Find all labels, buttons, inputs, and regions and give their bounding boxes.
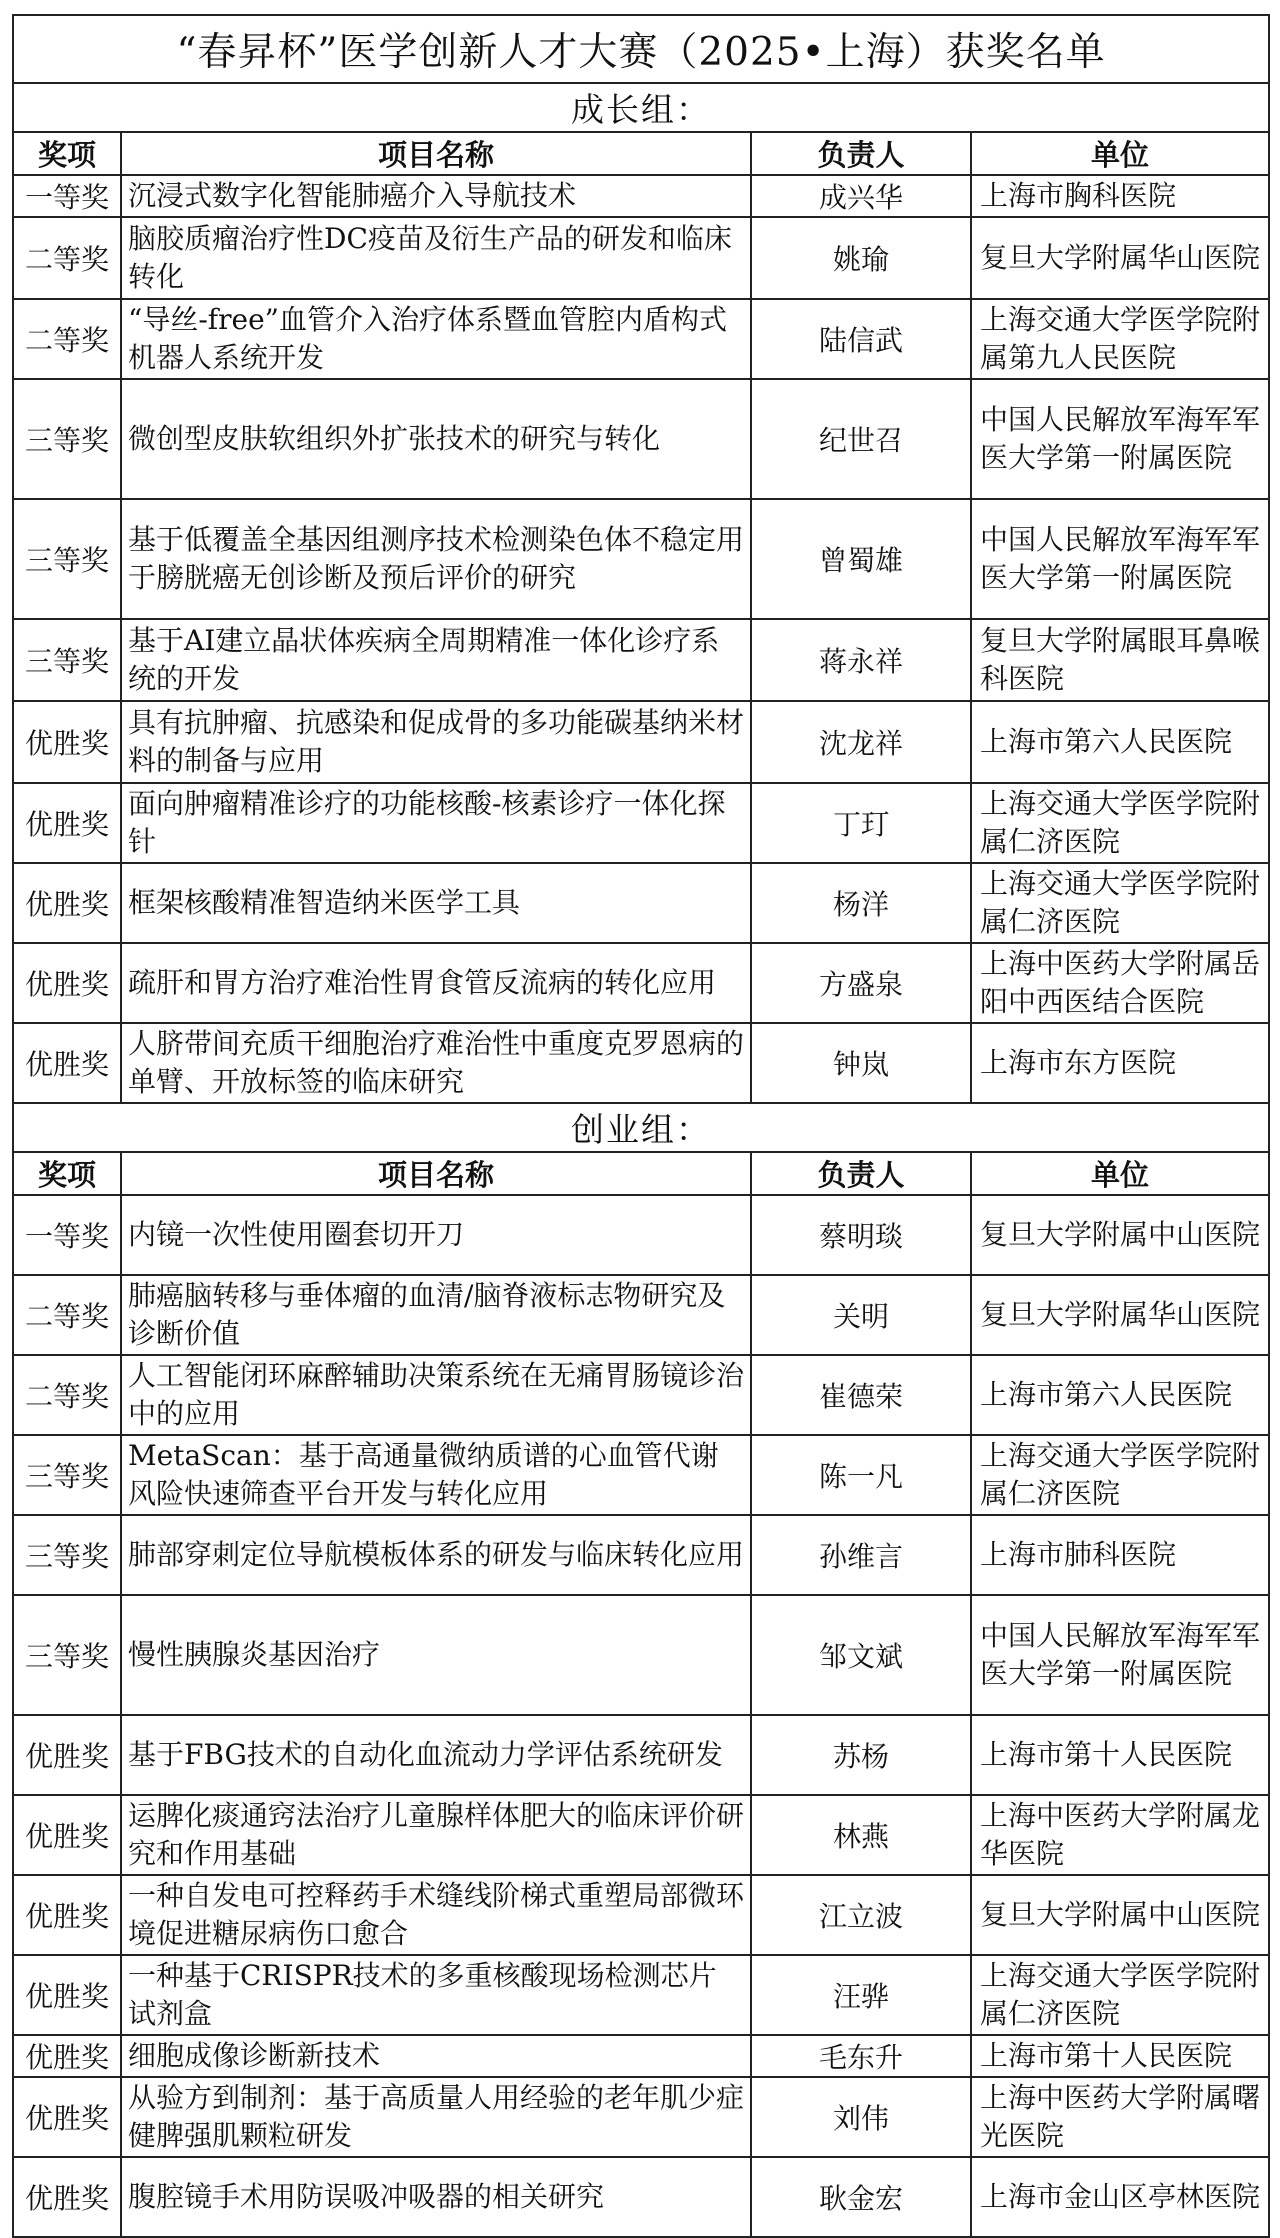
project-name-cell: 内镜一次性使用圈套切开刀 — [121, 1195, 751, 1275]
award-cell: 一等奖 — [13, 175, 121, 217]
project-name-cell: 基于低覆盖全基因组测序技术检测染色体不稳定用于膀胱癌无创诊断及预后评价的研究 — [121, 499, 751, 619]
award-table — [12, 14, 1270, 2238]
project-name-cell: 肺癌脑转移与垂体瘤的血清/脑脊液标志物研究及诊断价值 — [121, 1275, 751, 1355]
unit-cell: 上海中医药大学附属曙光医院 — [971, 2077, 1269, 2157]
unit-cell: 上海交通大学医学院附属仁济医院 — [971, 863, 1269, 943]
leader-cell: 丁玎 — [751, 783, 971, 863]
award-cell: 优胜奖 — [13, 1795, 121, 1875]
header-unit: 单位 — [971, 1152, 1269, 1195]
award-cell: 优胜奖 — [13, 943, 121, 1023]
project-name-cell: 人脐带间充质干细胞治疗难治性中重度克罗恩病的单臂、开放标签的临床研究 — [121, 1023, 751, 1103]
column-header-row — [13, 1152, 1269, 1195]
group-heading: 成长组： — [13, 83, 1269, 132]
table-row — [13, 783, 1269, 863]
leader-cell: 林燕 — [751, 1795, 971, 1875]
unit-cell: 中国人民解放军海军军医大学第一附属医院 — [971, 499, 1269, 619]
table-row — [13, 701, 1269, 783]
leader-cell: 陆信武 — [751, 299, 971, 379]
award-cell: 优胜奖 — [13, 863, 121, 943]
table-row — [13, 1875, 1269, 1955]
project-name-cell: 人工智能闭环麻醉辅助决策系统在无痛胃肠镜诊治中的应用 — [121, 1355, 751, 1435]
table-row — [13, 1435, 1269, 1515]
leader-cell: 钟岚 — [751, 1023, 971, 1103]
leader-cell: 成兴华 — [751, 175, 971, 217]
award-cell: 三等奖 — [13, 499, 121, 619]
award-cell: 优胜奖 — [13, 1875, 121, 1955]
project-name-cell: 具有抗肿瘤、抗感染和促成骨的多功能碳基纳米材料的制备与应用 — [121, 701, 751, 783]
leader-cell: 纪世召 — [751, 379, 971, 499]
unit-cell: 复旦大学附属眼耳鼻喉科医院 — [971, 619, 1269, 701]
unit-cell: 上海交通大学医学院附属仁济医院 — [971, 1435, 1269, 1515]
project-name-cell: 一种自发电可控释药手术缝线阶梯式重塑局部微环境促进糖尿病伤口愈合 — [121, 1875, 751, 1955]
leader-cell: 沈龙祥 — [751, 701, 971, 783]
table-row — [13, 379, 1269, 499]
project-name-cell: 肺部穿刺定位导航模板体系的研发与临床转化应用 — [121, 1515, 751, 1595]
table-row — [13, 1955, 1269, 2035]
award-cell: 三等奖 — [13, 1595, 121, 1715]
project-name-cell: 框架核酸精准智造纳米医学工具 — [121, 863, 751, 943]
leader-cell: 刘伟 — [751, 2077, 971, 2157]
unit-cell: 上海市肺科医院 — [971, 1515, 1269, 1595]
award-cell: 二等奖 — [13, 1275, 121, 1355]
table-row — [13, 943, 1269, 1023]
leader-cell: 关明 — [751, 1275, 971, 1355]
award-cell: 二等奖 — [13, 1355, 121, 1435]
award-cell: 优胜奖 — [13, 1023, 121, 1103]
header-project: 项目名称 — [121, 132, 751, 175]
leader-cell: 孙维言 — [751, 1515, 971, 1595]
award-cell: 优胜奖 — [13, 2035, 121, 2077]
award-cell: 一等奖 — [13, 1195, 121, 1275]
leader-cell: 毛东升 — [751, 2035, 971, 2077]
table-row — [13, 217, 1269, 299]
table-row — [13, 2157, 1269, 2237]
unit-cell: 上海市金山区亭林医院 — [971, 2157, 1269, 2237]
project-name-cell: 脑胶质瘤治疗性DC疫苗及衍生产品的研发和临床转化 — [121, 217, 751, 299]
award-cell: 三等奖 — [13, 379, 121, 499]
table-row — [13, 1195, 1269, 1275]
header-unit: 单位 — [971, 132, 1269, 175]
group-heading: 创业组： — [13, 1103, 1269, 1152]
unit-cell: 上海市第六人民医院 — [971, 1355, 1269, 1435]
table-row — [13, 619, 1269, 701]
unit-cell: 复旦大学附属中山医院 — [971, 1875, 1269, 1955]
award-cell: 优胜奖 — [13, 701, 121, 783]
award-cell: 优胜奖 — [13, 1955, 121, 2035]
project-name-cell: 基于FBG技术的自动化血流动力学评估系统研发 — [121, 1715, 751, 1795]
leader-cell: 杨洋 — [751, 863, 971, 943]
unit-cell: 中国人民解放军海军军医大学第一附属医院 — [971, 1595, 1269, 1715]
table-row — [13, 1715, 1269, 1795]
award-cell: 三等奖 — [13, 619, 121, 701]
project-name-cell: 细胞成像诊断新技术 — [121, 2035, 751, 2077]
project-name-cell: 微创型皮肤软组织外扩张技术的研究与转化 — [121, 379, 751, 499]
project-name-cell: 运脾化痰通窍法治疗儿童腺样体肥大的临床评价研究和作用基础 — [121, 1795, 751, 1875]
leader-cell: 邹文斌 — [751, 1595, 971, 1715]
document-title: “春昇杯”医学创新人才大赛（2025•上海）获奖名单 — [13, 15, 1269, 83]
award-cell: 优胜奖 — [13, 783, 121, 863]
award-cell: 优胜奖 — [13, 2077, 121, 2157]
leader-cell: 方盛泉 — [751, 943, 971, 1023]
unit-cell: 上海市第十人民医院 — [971, 1715, 1269, 1795]
table-row — [13, 1355, 1269, 1435]
unit-cell: 上海交通大学医学院附属仁济医院 — [971, 1955, 1269, 2035]
project-name-cell: 基于AI建立晶状体疾病全周期精准一体化诊疗系统的开发 — [121, 619, 751, 701]
leader-cell: 蒋永祥 — [751, 619, 971, 701]
leader-cell: 苏杨 — [751, 1715, 971, 1795]
project-name-cell: MetaScan：基于高通量微纳质谱的心血管代谢风险快速筛查平台开发与转化应用 — [121, 1435, 751, 1515]
award-cell: 三等奖 — [13, 1435, 121, 1515]
unit-cell: 上海市东方医院 — [971, 1023, 1269, 1103]
unit-cell: 上海交通大学医学院附属仁济医院 — [971, 783, 1269, 863]
table-row — [13, 175, 1269, 217]
column-header-row — [13, 132, 1269, 175]
table-row — [13, 499, 1269, 619]
leader-cell: 陈一凡 — [751, 1435, 971, 1515]
leader-cell: 姚瑜 — [751, 217, 971, 299]
award-cell: 二等奖 — [13, 299, 121, 379]
unit-cell: 上海市第六人民医院 — [971, 701, 1269, 783]
unit-cell: 复旦大学附属华山医院 — [971, 1275, 1269, 1355]
unit-cell: 上海市第十人民医院 — [971, 2035, 1269, 2077]
table-row — [13, 2035, 1269, 2077]
award-cell: 优胜奖 — [13, 1715, 121, 1795]
project-name-cell: 沉浸式数字化智能肺癌介入导航技术 — [121, 175, 751, 217]
project-name-cell: 疏肝和胃方治疗难治性胃食管反流病的转化应用 — [121, 943, 751, 1023]
table-row — [13, 863, 1269, 943]
project-name-cell: 从验方到制剂：基于高质量人用经验的老年肌少症健脾强肌颗粒研发 — [121, 2077, 751, 2157]
unit-cell: 上海交通大学医学院附属第九人民医院 — [971, 299, 1269, 379]
project-name-cell: “导丝-free”血管介入治疗体系暨血管腔内盾构式机器人系统开发 — [121, 299, 751, 379]
leader-cell: 崔德荣 — [751, 1355, 971, 1435]
header-leader: 负责人 — [751, 132, 971, 175]
table-row — [13, 1023, 1269, 1103]
award-cell: 优胜奖 — [13, 2157, 121, 2237]
header-award: 奖项 — [13, 1152, 121, 1195]
leader-cell: 耿金宏 — [751, 2157, 971, 2237]
table-row — [13, 1275, 1269, 1355]
project-name-cell: 慢性胰腺炎基因治疗 — [121, 1595, 751, 1715]
unit-cell: 复旦大学附属华山医院 — [971, 217, 1269, 299]
header-leader: 负责人 — [751, 1152, 971, 1195]
table-row — [13, 2077, 1269, 2157]
project-name-cell: 腹腔镜手术用防误吸冲吸器的相关研究 — [121, 2157, 751, 2237]
leader-cell: 蔡明琰 — [751, 1195, 971, 1275]
table-row — [13, 1595, 1269, 1715]
project-name-cell: 面向肿瘤精准诊疗的功能核酸-核素诊疗一体化探针 — [121, 783, 751, 863]
award-cell: 二等奖 — [13, 217, 121, 299]
unit-cell: 上海中医药大学附属龙华医院 — [971, 1795, 1269, 1875]
header-project: 项目名称 — [121, 1152, 751, 1195]
unit-cell: 复旦大学附属中山医院 — [971, 1195, 1269, 1275]
table-row — [13, 1795, 1269, 1875]
unit-cell: 中国人民解放军海军军医大学第一附属医院 — [971, 379, 1269, 499]
unit-cell: 上海市胸科医院 — [971, 175, 1269, 217]
award-cell: 三等奖 — [13, 1515, 121, 1595]
table-row — [13, 1515, 1269, 1595]
project-name-cell: 一种基于CRISPR技术的多重核酸现场检测芯片试剂盒 — [121, 1955, 751, 2035]
unit-cell: 上海中医药大学附属岳阳中西医结合医院 — [971, 943, 1269, 1023]
leader-cell: 曾蜀雄 — [751, 499, 971, 619]
leader-cell: 汪骅 — [751, 1955, 971, 2035]
table-row — [13, 299, 1269, 379]
header-award: 奖项 — [13, 132, 121, 175]
leader-cell: 江立波 — [751, 1875, 971, 1955]
